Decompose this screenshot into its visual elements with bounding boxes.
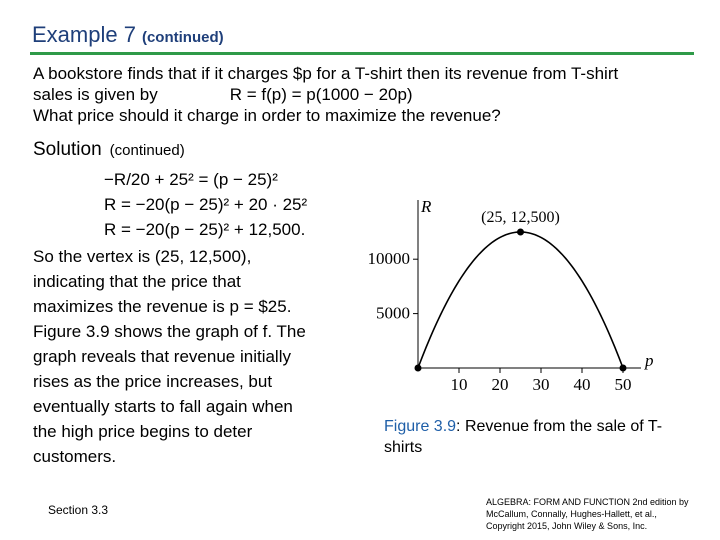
x-tick-label: 50 bbox=[614, 375, 632, 394]
solution-equations bbox=[104, 167, 307, 242]
paragraph-line: rises as the price increases, but bbox=[33, 372, 273, 391]
y-axis-label: R bbox=[421, 197, 432, 216]
problem-line-2-text: sales is given by bbox=[33, 85, 158, 104]
title-main: Example 7 bbox=[32, 22, 136, 47]
y-tick-label: 5000 bbox=[376, 303, 410, 323]
title-divider bbox=[30, 52, 694, 55]
revenue-curve bbox=[418, 232, 623, 368]
paragraph-line: graph reveals that revenue initially bbox=[33, 347, 291, 366]
data-point bbox=[415, 365, 422, 372]
paragraph-line: indicating that the price that bbox=[33, 272, 241, 291]
paragraph-line: maximizes the revenue is p = $25. bbox=[33, 297, 292, 316]
x-tick-label: 40 bbox=[573, 375, 591, 394]
problem-line-1: A bookstore finds that if it charges $p for a T-shirt then its revenue from T-shirt bbox=[33, 64, 619, 83]
paragraph-line: So the vertex is (25, 12,500), bbox=[33, 247, 252, 266]
data-point bbox=[620, 365, 627, 372]
caption-text: : Revenue from the sale of T-shirts bbox=[384, 418, 663, 456]
paragraph-line: customers. bbox=[33, 447, 117, 466]
vertex-annotation: (25, 12,500) bbox=[481, 209, 560, 226]
y-tick-label: 10000 bbox=[367, 249, 410, 269]
copyright-credit: ALGEBRA: FORM AND FUNCTION 2nd edition by McCallum, Connally, Hughes-Hallett, et al., Copyright 2015, John Wiley & Sons, Inc. bbox=[486, 497, 689, 531]
title-sub: (continued) bbox=[141, 29, 224, 46]
slide-title bbox=[32, 22, 224, 48]
section-label: Section 3.3 bbox=[48, 503, 109, 517]
caption-label: Figure 3.9 bbox=[384, 418, 457, 435]
solution-paragraph bbox=[33, 244, 353, 469]
revenue-equation: R = f(p) = p(1000 − 20p) bbox=[229, 85, 413, 104]
solution-heading bbox=[33, 139, 185, 161]
problem-line-3: What price should it charge in order to maximize the revenue? bbox=[33, 106, 501, 125]
problem-line-2 bbox=[33, 84, 703, 105]
solution-sub: (continued) bbox=[109, 142, 185, 159]
paragraph-line: Figure 3.9 shows the graph of f. The bbox=[33, 322, 306, 341]
figure-caption bbox=[384, 416, 684, 458]
x-axis-label: p bbox=[645, 351, 654, 370]
solution-label: Solution bbox=[33, 139, 102, 160]
equation-3: R = −20(p − 25)² + 12,500. bbox=[104, 220, 306, 239]
x-tick-label: 10 bbox=[450, 375, 468, 394]
equation-1: −R/20 + 25² = (p − 25)² bbox=[104, 170, 278, 189]
problem-statement bbox=[33, 63, 703, 126]
revenue-graph bbox=[355, 190, 675, 400]
data-point bbox=[517, 229, 524, 236]
x-tick-label: 30 bbox=[532, 375, 550, 394]
paragraph-line: eventually starts to fall again when bbox=[33, 397, 293, 416]
paragraph-line: the high price begins to deter bbox=[33, 422, 253, 441]
x-tick-label: 20 bbox=[491, 375, 509, 394]
equation-2: R = −20(p − 25)² + 20 · 25² bbox=[104, 195, 308, 214]
